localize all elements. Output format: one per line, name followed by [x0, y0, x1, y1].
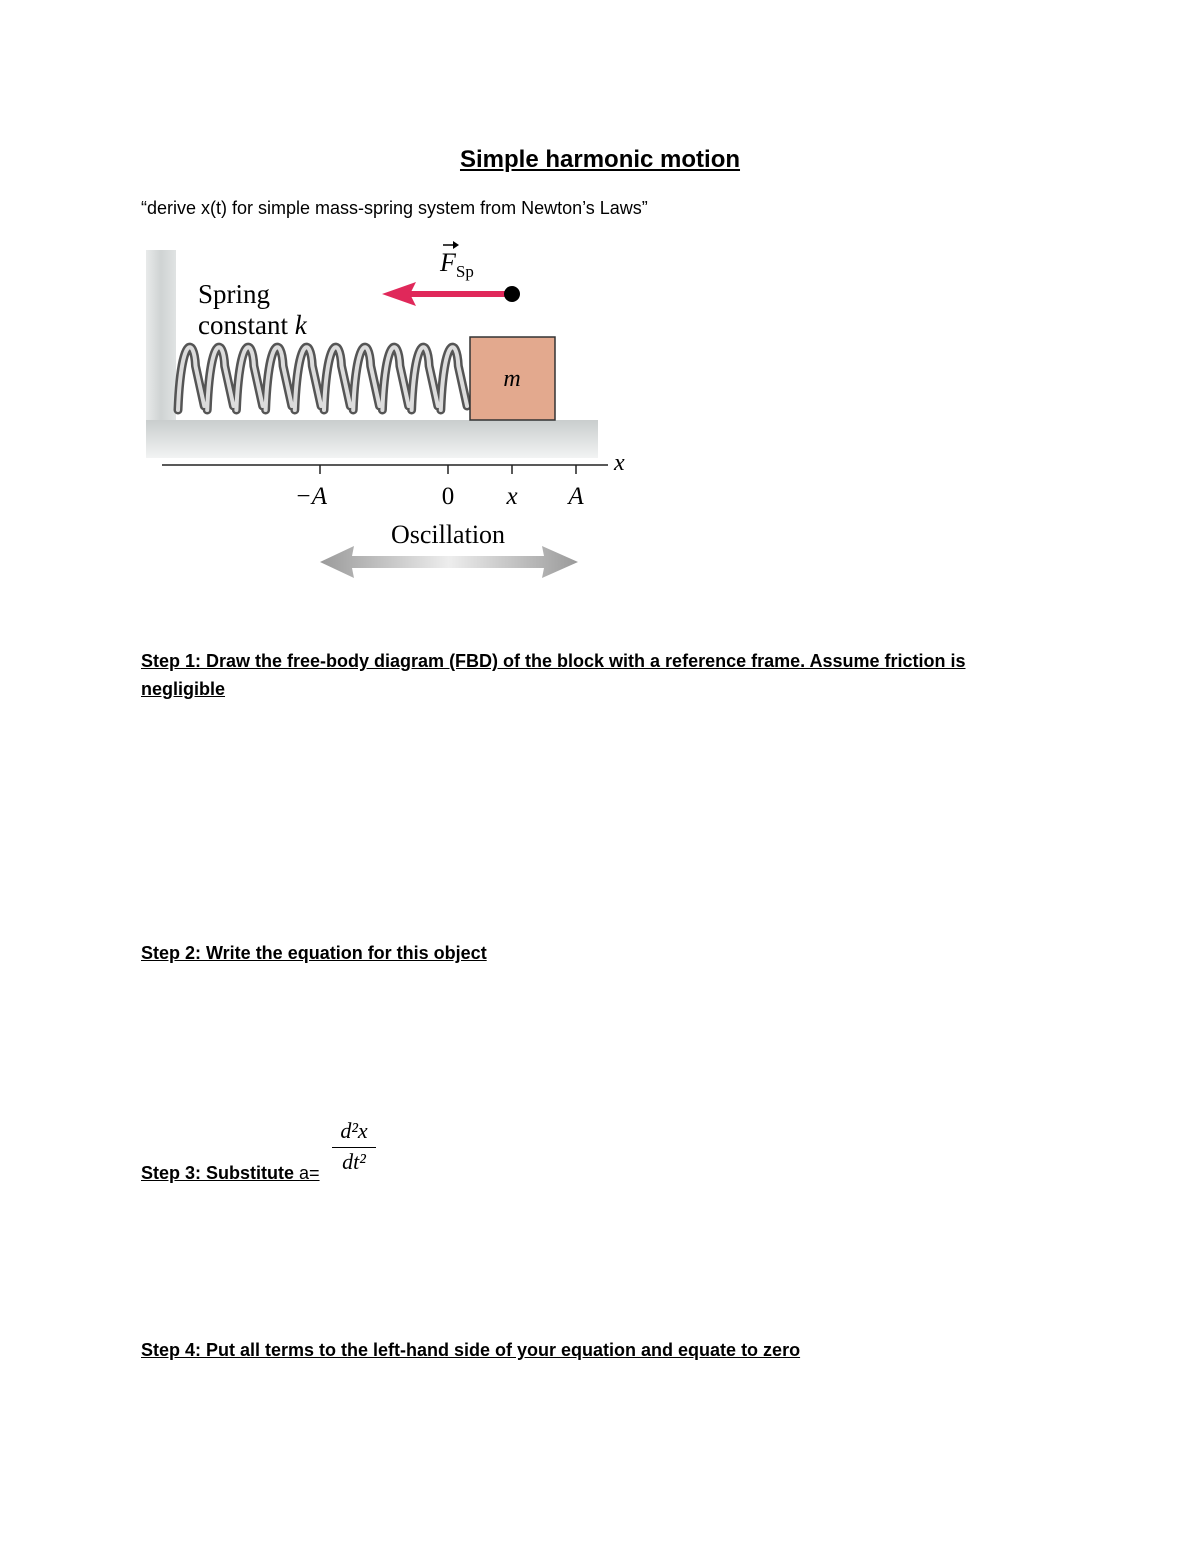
fraction-numerator: d²x [340, 1118, 368, 1143]
force-subscript: Sp [455, 262, 474, 281]
force-origin-dot [504, 286, 520, 302]
mass-spring-figure [140, 234, 640, 594]
page-title: Simple harmonic motion [459, 146, 741, 173]
force-vector-tip [453, 241, 459, 249]
force-symbol: F [440, 248, 456, 277]
tick-label-neg-a: −A [294, 483, 328, 510]
step-2-heading: Step 2: Write the equation for this object [141, 943, 487, 963]
acceleration-fraction [332, 1118, 376, 1174]
floor [146, 420, 598, 458]
step-3-text: Step 3: Substitute [141, 1163, 300, 1183]
spring-constant-k: k [294, 310, 307, 340]
axis-label: x [614, 450, 625, 476]
oscillation-label: Oscillation [390, 520, 506, 549]
spring-label-line2 [198, 310, 308, 340]
spring-label-line1: Spring [198, 279, 271, 309]
step-3-heading [141, 1159, 320, 1187]
oscillation-arrow [320, 546, 578, 578]
tick-label-zero: 0 [441, 483, 455, 510]
fraction-denominator: dt² [342, 1149, 366, 1174]
spring-constant-text: constant [198, 310, 295, 340]
mass-label: m [503, 366, 521, 392]
fraction-bar [332, 1147, 376, 1148]
tick-label-x: x [506, 483, 518, 510]
step-3-a-equals: a= [299, 1163, 320, 1183]
subtitle-quote: “derive x(t) for simple mass-spring system from Newton’s Laws” [141, 198, 648, 218]
step-4-heading: Step 4: Put all terms to the left-hand side of your equation and equate to zero [141, 1340, 801, 1360]
tick-label-a: A [568, 483, 584, 510]
step-1-heading: Step 1: Draw the free-body diagram (FBD) of the block with a reference frame. Assume friction is negligible [141, 651, 966, 699]
spring [178, 347, 467, 410]
force-label [439, 248, 474, 281]
